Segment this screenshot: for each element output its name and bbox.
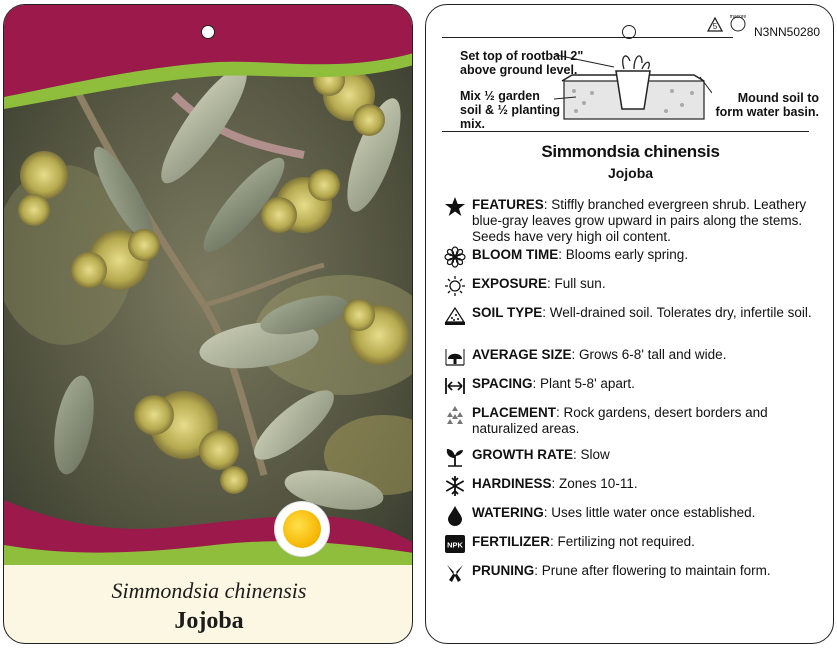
- sprout-icon: [444, 446, 466, 468]
- planting-note-rootball: Set top of rootball 2" above ground level.: [460, 49, 584, 77]
- npk-icon: [444, 533, 466, 555]
- planting-note-mix: Mix ½ garden soil & ½ planting mix.: [460, 89, 561, 131]
- front-common-name: Jojoba: [174, 608, 244, 634]
- pruners-icon: [444, 562, 466, 584]
- attribute-features: FEATURES: Stiffly branched evergreen shrub. Leathery blue-gray leaves grow upward in pairs along the stems. Seeds have very high oil content.: [444, 197, 829, 247]
- planting-diagram: [554, 47, 712, 123]
- attribute-soil-type: SOIL TYPE: Well-drained soil. Tolerates dry, infertile soil.: [444, 305, 829, 347]
- attribute-growth-rate: GROWTH RATE: Slow: [444, 447, 829, 476]
- sku-code: N3NN50280: [754, 25, 821, 39]
- recycle-icon: [704, 13, 752, 35]
- divider: [442, 37, 733, 38]
- attribute-average-size: AVERAGE SIZE: Grows 6-8' tall and wide.: [444, 347, 829, 376]
- attribute-fertilizer: NPK FERTILIZER: Fertilizing not required.: [444, 534, 829, 563]
- plant-photo: [4, 5, 413, 565]
- svg-text:macore: macore: [729, 14, 747, 20]
- attribute-list: [444, 197, 829, 592]
- planting-note-mound: Mound soil to form water basin.: [715, 91, 819, 119]
- attribute-watering: WATERING: Uses little water once established.: [444, 505, 829, 534]
- sun-dot-icon: [275, 502, 329, 556]
- attribute-hardiness: HARDINESS: Zones 10-11.: [444, 476, 829, 505]
- snowflake-icon: [444, 475, 466, 497]
- attribute-exposure: EXPOSURE: Full sun.: [444, 276, 829, 305]
- attribute-spacing: SPACING: Plant 5-8' apart.: [444, 376, 829, 405]
- water-drop-icon: [444, 504, 466, 526]
- svg-text:NPK: NPK: [447, 540, 463, 550]
- back-tag: [425, 4, 834, 644]
- attribute-bloom-time: BLOOM TIME: Blooms early spring.: [444, 247, 829, 276]
- size-icon: [444, 346, 466, 368]
- soil-icon: [444, 304, 466, 326]
- star-icon: [444, 196, 466, 218]
- placement-icon: [444, 404, 466, 426]
- back-scientific-name: Simmondsia chinensis: [541, 142, 720, 161]
- front-tag: [3, 4, 413, 644]
- back-common-name: Jojoba: [607, 165, 654, 181]
- svg-text:5: 5: [712, 22, 718, 31]
- hang-hole: [201, 25, 215, 39]
- attribute-pruning: PRUNING: Prune after flowering to maintain form.: [444, 563, 829, 592]
- flower-icon: [444, 246, 466, 268]
- attribute-placement: PLACEMENT: Rock gardens, desert borders and naturalized areas.: [444, 405, 829, 447]
- spacing-icon: [444, 375, 466, 397]
- divider: [442, 131, 809, 132]
- front-scientific-name: Simmondsia chinensis: [111, 578, 307, 603]
- sun-icon: [444, 275, 466, 297]
